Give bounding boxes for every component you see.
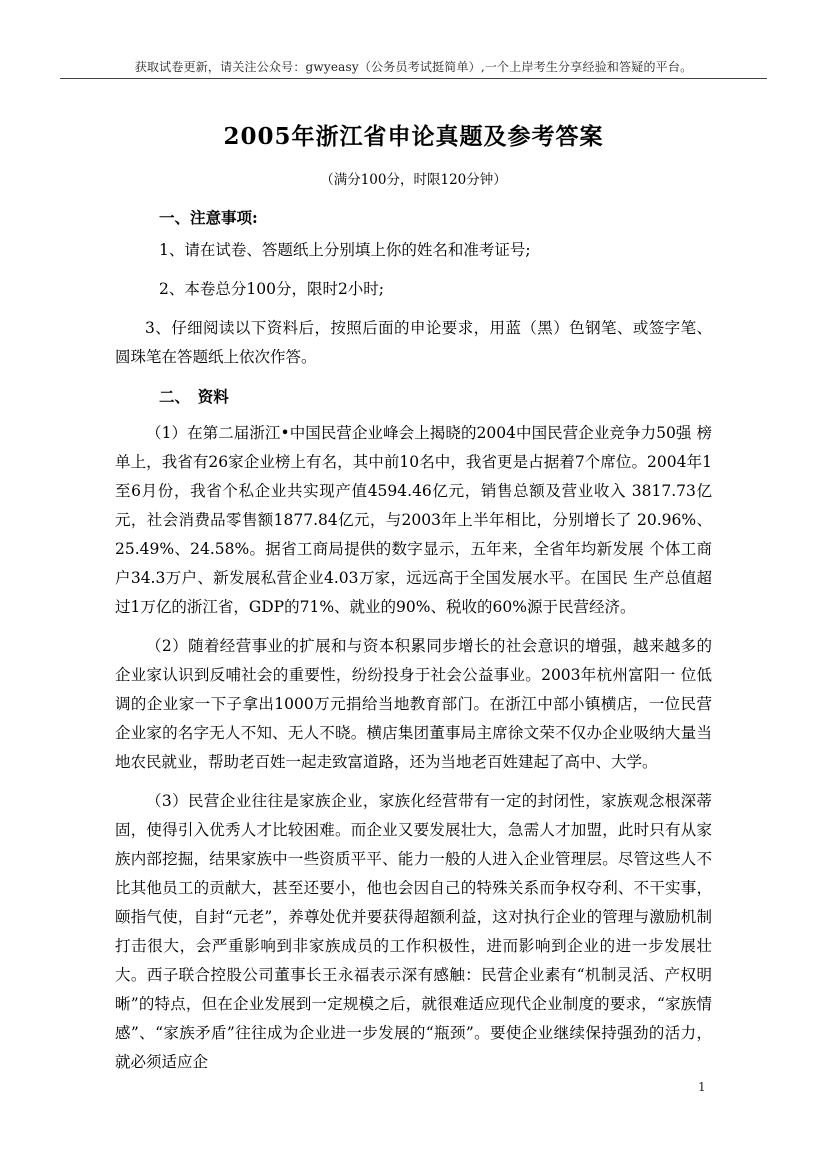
page-title: 2005年浙江省申论真题及参考答案 <box>223 123 604 150</box>
section-heading-materials: 二、 资料 <box>159 387 229 406</box>
material-paragraph-1: （1）在第二届浙江•中国民营企业峰会上揭晓的2004中国民营企业竞争力50强 榜单上，我省有26家企业榜上有名，其中前10名中，我省更是占据着7个席位。2004年1至6月份，我省个私企业共实现产值4594.46亿元，销售总额及营业收入 3817.73亿元，社会消费品零售额1877.84亿元，与2003年上半年相比，分别增长了 20.96%、25.49%、24.58%。据省工商局提供的数字显示，五年来，全省年均新发展 个体工商户34.3万户、新发展私营企业4.03万家，远远高于全国发展水平。在国民 生产总值超过1万亿的浙江省，GDP的71%、就业的90%、税收的60%源于民营经济。 <box>115 424 712 616</box>
note-item-3: 3、仔细阅读以下资料后，按照后面的申论要求，用蓝（黑）色钢笔、或签字笔、圆珠笔在答题纸上依次作答。 <box>115 319 712 366</box>
material-paragraph-2: （2）随着经营事业的扩展和与资本积累同步增长的社会意识的增强，越来越多的企业家认识到反哺社会的重要性，纷纷投身于社会公益事业。2003年杭州富阳一 位低调的企业家一下子拿出1000万元捐给当地教育部门。在浙江中部小镇横店，一位民营企业家的名字无人不知、无人不晓。横店集团董事局主席徐文荣不仅办企业吸纳大量当地农民就业，帮助老百姓一起走致富道路，还为当地老百姓建起了高中、大学。 <box>115 637 712 771</box>
note-item-1: 1、请在试卷、答题纸上分别填上你的姓名和准考证号; <box>159 241 531 259</box>
document-body <box>115 203 712 1087</box>
note-item-2: 2、本卷总分100分，限时2小时; <box>159 280 385 298</box>
material-paragraph-3: （3）民营企业往往是家族企业，家族化经营带有一定的封闭性，家族观念根深蒂固，使得引入优秀人才比较困难。而企业又要发展壮大，急需人才加盟，此时只有从家族内部挖掘，结果家族中一些资质平平、能力一般的人进入企业管理层。尽管这些人不比其他员工的贡献大，甚至还要小，他也会因自己的特殊关系而争权夺利、不干实事，颐指气使，自封“元老”，养尊处优并要获得超额利益，这对执行企业的管理与激励机制打击很大，会严重影响到非家族成员的工作积极性，进而影响到企业的进一步发展壮大。西子联合控股公司董事长王永福表示深有感触：民营企业素有“机制灵活、产权明晰”的特点，但在企业发展到一定规模之后，就很难适应现代企业制度的要求，“家族情感”、“家族矛盾”往往成为企业进一步发展的“瓶颈”。要使企业继续保持强劲的活力，就必须适应企 <box>115 792 712 1071</box>
page-subtitle: （满分100分，时限120分钟） <box>320 172 507 188</box>
section-heading-notes: 一、注意事项: <box>159 208 258 227</box>
page-number: 1 <box>698 1080 706 1094</box>
header-notice: 获取试卷更新，请关注公众号：gwyeasy（公务员考试挺简单）,一个上岸考生分享经验和答疑的平台。 <box>134 60 693 74</box>
header-divider <box>60 78 767 79</box>
